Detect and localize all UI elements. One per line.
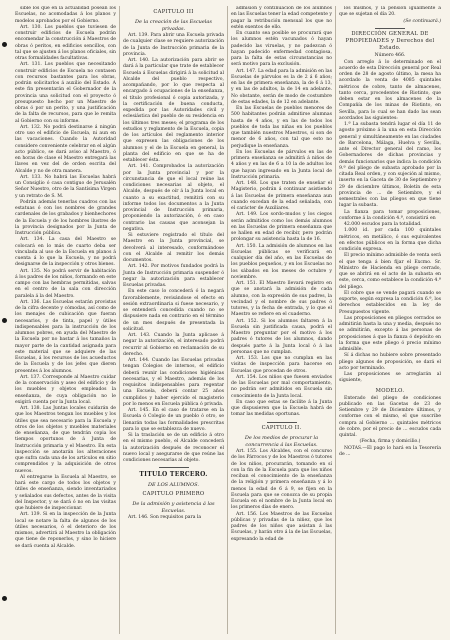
columns	[12, 6, 444, 634]
paragraph: Art. 131. Los pueblos que necesitando construir edificios de Escuela no contasen con recursos bastantes para los obras, podrán solicitarlos á auxilio del Estado. A este fin presentarán el Gobernador de la provincia una solicitud con el proyecto ó presupuesto hecho por un Maestro de obras ó por un perito, y una justificación de la falta de recursos, para que le remita al Gobierno con su informe.	[15, 62, 116, 124]
paragraph: admisión y continuación de los alumnos en las Escuelas tener la edad competente y pagar la retribución mensual los que no estén exentos de ello.	[231, 6, 333, 30]
paragraph: La fianza para tomar proposiciones, conforme á la condición 4.ª, consistirá en	[339, 209, 441, 221]
continuation-note: (Se continuará.)	[403, 18, 441, 24]
paragraph: Art. 156. Los Maestros de las Escuelas públicas y privadas de la niñez, que los padres de los niños que asistan á las Escuelas, y harán otro á la de las Escuelas, expresando la edad de	[231, 511, 332, 542]
paragraph: Art. 154. Los niños que fuesen enviados de las Escuelas por mal comportamiento, no podrán ser admitidos en Escuela sin conocimiento de la Junta local.	[231, 374, 332, 399]
paragraph: Art. 140. La autorización para abrir se dará á la particular que trate de establecer Escuela á Escuelas dirigirá á la solicitud al Alcalde del pueblo respectivo, acompañando, por lo que respecta al encargado á ocupaciones de la enseñanza, el título profesional ó copia autorizada, y la certificación de buena conducta, expedida por las Autoridades civil y eclesiástica del pueblo de su residencia en los últimos tres meses; el programa de los estudios y reglamento de la Escuela, copia de los artículos del reglamento interior que expresen las obligaciones de los alumnos y el de la Escuela en general, la planta del edificio en que se ha de establecer ésta.	[123, 58, 224, 163]
paragraph: Art. 150. La admisión de alumnos en las Escuelas públicas se verificará en cualquier día del año, en las Escuelas de los pueblos pequeños, y en los Escuelas no los sábados en los meses de octubre y noviembre.	[231, 243, 332, 280]
section-subheading: De la admisión y asistencia á las Escuelas.	[132, 501, 215, 514]
paragraph: Art. 151. El Maestro llevará registro en que se anotará la admisión de cada alumno, con la expresión de sus padres, la vecindad y el nombre de sus padres ó tutores, y la fecha de entrada, y lo que el Maestro se refiere en el cuaderno.	[231, 281, 332, 318]
column-4	[336, 6, 444, 634]
paragraph: Art. 138. Las Juntas locales cuidarán de que los Maestros tengan los muebles y los útiles que sea necesario para la Escuela y otros de los objetos y muebles materiales de enseñanza, de que tendrán copia los tiempos oportunos de á Junta de Instrucción primaria y el Maestro. En esta inspección se anotarán los alteraciones que sufra cada una de los artículos en sitio comprendidos y la adquisición de otros nuevos.	[15, 406, 116, 474]
paragraph: Art. 139. Si en la inspección de la Junta local se notare la falta de algunos de los útiles necesarios, ó el deterioro de los mismos, advertirá al Maestro la obligación que tiene de reponerlos, y sino lo hiciere se dará cuenta al Alcalde.	[15, 512, 116, 549]
paragraph: Art. 147. La edad para la admisión en las Escuelas de párvulos es la de 2 á 6 años; en las de primera enseñanza, la de 6 á 13, y en las de adultos, la de 14 en adelante. No obstante, serán de modo de costumbre de estas edades, la de 12 en adelante.	[231, 68, 332, 105]
section-divider	[267, 422, 297, 423]
paragraph: Art. 139. Para abrir una Escuela privada de cualquier clase se requiere autorización de la Junta de Instrucción primaria de la provincia.	[123, 33, 224, 57]
paragraph: Art. 155. Los Alcaldes, con el concurso de los Párrocos y de los Maestros ó tutores de los niños, procurarán, tomando en sí con la fin de la Escuela para que los niños reciban el conocimiento de la enseñanza de la religión y primera enseñanza y á lo menos la edad de 6 á 9, se fijen en la Escuela para que se conozca de su propia Escuela en el nombre de la Junta local en los primeros días de enero.	[231, 449, 332, 511]
title-heading: TITULO TERCERO.	[139, 470, 208, 478]
paragraph: Al entregarse la Escuela al Maestro, se hará este cargo de todos los objetos y útiles de enseñanza, siendo inventariados y señalados sus defectos, antes de la visita del Inspector, y se dará ó no en las visitas que hubiere de inspeccionar.	[15, 474, 116, 511]
paragraph: 1.000 id. por cada 100 quintales métricos, en metálico, ó sus equivalentes en efectos públicos en la forma que dicha condición expresa.	[339, 228, 441, 252]
paragraph: 42.000 escudos para la totalidad.	[344, 222, 422, 227]
paragraph: Art. 142. Por motivos fundados podrá la Junta de Instrucción primaria suspender ó negar la autorización para establecer Escuelas privadas.	[123, 264, 224, 288]
centered-line: (Fecha, firma y domicilio.)	[359, 439, 421, 445]
column-2	[120, 6, 228, 634]
chapter-heading: CAPITULO II.	[261, 425, 302, 431]
paragraph: Enterado del pliego de condiciones publicado en las Gacetas de 23 de Setiembre y 29 de Diciembre últimos, y conforme con el mismo, el que suscribe compra al Gobierno ... quintales métricos de cobre, por el precio de ... escudos cada quintal.	[339, 395, 441, 438]
chapter-heading: MODELO.	[375, 387, 405, 394]
column-3	[228, 6, 336, 634]
paragraph: Sí á dichas no hubiere sobre presentado pliego algunos de proposición, se dará el acto por terminado.	[339, 353, 441, 371]
paragraph: Las proposiciones en pliegos cerrados se admitirán hasta la una y media, después no se admitirán, excepto á las personas de proposiciones á que la fianza ó depósito en la forma que este pliego ó precio mínimo admisible.	[339, 315, 441, 352]
section-subheading: De la creación de las Escuelas privadas.	[135, 19, 212, 32]
chapter-heading: DIRECCIÓN GENERAL DE PROPIEDADES y Derechos del Estado.	[345, 31, 435, 52]
paragraph: 1.ª La subasta tendrá lugar el día 11 de agosto próximo á la una en esta Dirección general y simultáneamente en las ciudades de Barcelona, Málaga, Huelva y Sevilla, ante el Director general del ramo, los Gobernadores de dichas provincias y demás funcionarios que indica la condición 9.ª del pliego de subasta aprobado por la citada Real orden, y con sujeción al mismo, inserto en la Gaceta de 30 de Septiembre y 29 de diciembre últimos, Boletín de esta provincia de ... de Setiembre, y el semestrales con las pliegos en que tiene lugar la subasta.	[339, 122, 441, 209]
section-subheading: DE LOS ALUMNOS.	[148, 481, 199, 488]
paragraph: Si la traslación se de un edificio á otro en el mismo pueblo, el Alcalde concederá la autorización después de reconocer el nuevo local y asegurarse de que reúne las condiciones necesarias al objeto.	[123, 433, 224, 463]
paragraph: En caso que estas se facilite á la Junta que dispusieren que la Escuela habrá de tomar las medidas oportunas.	[231, 399, 332, 418]
paragraph: El cobre que se vende pagará cuando se exporte, según expresa la condición 6.ª, los derechos establecidos en la ley de Presupuestos vigente.	[339, 290, 441, 315]
binding-holes	[2, 0, 8, 640]
paragraph: Con arreglo á lo determinado en el acuerdo de esta Dirección general por Real orden de 28 de agosto último, la mesa ha acordado la venta de 4085 quintales métricos de cobre, tanto de almacenes, tanto cerca, procedentes de Riotinto, que deben estar en los almacenes de la Compañía de los minas de Riotinto, en Sevilla, para lo cual se han dado las sean acordados las siguientes:	[339, 59, 441, 121]
paragraph: Art. 153. Los que no cumplan en las visitas de inspección para hacerse en Escuelas que procedan de otros.	[231, 356, 332, 374]
paragraph: En las Escuelas de pueblos menores de 500 habitantes podrán admitirse alumnas hasta de 4 años, y en las de todos los pueblos de toda las niñas en los pueblos que también nuestros Maestros, si son de menor de 6 años, con tal que esto no perjudique la enseñanza.	[231, 106, 332, 149]
paragraph: En este caso lo concederá ó la negará favorablemente, revisándose el efecto en sesión extraordinaria si fuese necesario, y se entenderá concedida cuando no se dispusiere nada en contrario en el término de un mes después de presentada la solicitud.	[123, 289, 224, 332]
paragraph: NOTAS.—El pago lo hará en la Tesorería de ...	[339, 445, 441, 457]
paragraph: Art. 148. Los que traten de enseñar el Magisterio, podrán á continuar asistiendo á las Escuelas de primera enseñanza aun cuando excedan de la edad señalada, con el carácter de Auxiliares.	[231, 181, 332, 211]
paragraph: Art. 152. Si los alumnos faltaren á la Escuela sin justificada causa, podrá el Maestro preguntar por el motivo á los padres ó tutores de los alumnos, dando después parte á la Junta local ó á las personas que no cumplan.	[231, 318, 332, 355]
section-divider	[375, 28, 405, 29]
binding-hole	[2, 42, 7, 47]
paragraph: Las proposiciones se arreglarán al siguiente,	[339, 372, 441, 384]
paragraph: Art. 149. Los sordo-mudos y los ciegos serán admitidos como los demás alumnos en las Escuelas de primera enseñanza que se hallen en edad de recibir, pero podrán prolongar su asistencia hasta la de 16.	[231, 212, 332, 243]
binding-hole	[2, 318, 7, 323]
chapter-heading: CAPITULO III	[153, 9, 194, 15]
paragraph: Art. 133. No habrá las Escuelas habrá un Consiglio ó casa contiguo de Jerusalén Señor Nuestro, otro de la Santísima Virgen y un retrato de S. M.	[15, 174, 116, 199]
paragraph: Podrán además tenerlas cuadros con las estatuas ó con los nombres de grandes cardenales de los grabados y bienhechores de la Escuela y de los hombres ilustres de la provincia designados por la Junta de Instrucción pública.	[15, 199, 116, 236]
paragraph: Art. 130. Los pueblos que tuviesen de construir edificios de Escuela podrán encomendar la construcción á Maestros de obras ó peritos, en edificios sencillos, con tal que se ajusten á los planos oficiales, sin otras formalidades facultativas.	[15, 24, 116, 61]
paragraph: Art. 137. Corresponde al Maestro cuidar de la conservación y aseo del edificio y de los muebles y objetos empleados la enseñanza, de cuya obligación no le exigirá cuenta por la Junta local.	[15, 374, 116, 405]
centered-line: Número 466.	[374, 53, 406, 59]
paragraph: Art. 145. En el caso de tratarse en la Escuela ó Colegio de un pueblo ó otro, se llenarán todas las formalidades prescritas para lo que se establezca de nuevo.	[123, 408, 224, 432]
paragraph: En los Escuelas de párvulos en las de primera enseñanza se admitirá á niños de 4 años y en las de 6 a 10 la de adultos los que hayan ingresado en la Junta local de Instrucción primaria.	[231, 149, 332, 180]
paragraph: los mismos, y la pensión igualmente á que se sujetan el día 20.	[339, 6, 441, 18]
column-1	[12, 6, 120, 634]
paragraph: Art. 144. Cuando las Escuelas privadas tengan Colegios de internos, el edificio deberá reunir las condiciones higiénicas necesarias, y el Maestro, además de los requisitos indispensables para regentar una Escuela, deberá contar 25 años cumplidos y haber ejercido el magisterio por lo menos en Escuela pública ó privada.	[123, 358, 224, 407]
binding-hole	[2, 596, 7, 601]
paragraph: Art. 141. Comprobados la autorización por la Junta provincial y por la circunstancia de que el local reúne las condiciones necesarias al objeto, el Alcalde, después de oír á la Junta local en cuanto a su exactitud, remitirá con su informe todos los documentos a la Junta provincial de Instrucción primaria, proponiendo la autorización, ó en caso contrario las causas que aconsejan la negativa.	[123, 164, 224, 232]
paragraph: El precio mínimo admisible de venta será el que tenga á bien fijar el Excmo. Sr. Ministro de Hacienda en pliego cerrado, que se abrirá en el acto de la subasta en este, cerca, como establece la condición 4.ª del pliego.	[339, 253, 441, 290]
paragraph: Art. 136. Las Escuelas estarán provistas de la cifra decente y cómodas, así como de los menajes de cubicación que fueran necesarios, y de tinta, papel y útiles indispensables para la instrucción de los alumnos pobres, en ayuda del Maestro de la Escuela por no bastar á los tamaños la mayor parte de la cantidad asignada para este material que se adquiere de las Escuelas, á los recursos de los acueductos de la Escuela y de los jefes que dieren presentes á los alumnos.	[15, 299, 116, 374]
paragraph: En cuanto sea posible se procurará que los alumnos estén vacunados ó hayan padecido las viruelas, y no padezcan ó hayan padecido enfermedad contagiosa, para la falta de estas circunstancias no será motivo para la exclusión.	[231, 31, 332, 68]
paragraph: Art. 132. No podrá destinarse á ningún otro uso el edificio de Escuela, ni aun en las vacaciones. Cuando la Autoridad considere conveniente celebrar en el algún acto público, se dará aviso al Maestro, ó en horas de clase el Maestro entregará las llaves en vez del de orden escrita del Alcalde y no de otra manera.	[15, 124, 116, 174]
chapter-heading: CAPITULO PRIMERO	[142, 491, 205, 498]
section-subheading: De los medios de procurar la concurrencia á las Escuelas.	[244, 435, 319, 448]
paragraph: sible los que en la actualidad posean los Escuelas, no acomodadas á los planos y modelos aprobados por el Gobierno.	[15, 6, 116, 24]
section-divider	[159, 467, 189, 468]
paragraph: Art. 134. La casa del Maestro se colocará en lo más de cuarto deba ser vinculada al uso de la Escuela en planos á cuenta á lo que la Escuela, y no podrá designarse de la inspección y otros bienes.	[15, 237, 116, 268]
paragraph: Art. 143. Cuando la Junta aplicase á negar la autorización, el interesado podrá recurrir al Gobierno en reclamación de su derecho.	[123, 333, 224, 357]
paragraph: Si estuviere registrado el título del Maestro en la Junta provincial, se devolverá al interesado, conformándose con el Alcalde al remitir los demás documentos.	[123, 233, 224, 263]
paragraph: Art. 146. Son requisitos para la	[128, 515, 202, 521]
paragraph: Art. 135. No podrá servir de habitación á los padres de los niños, formando en este campo con las hembras permitidas, salvas en el centro de la sala con dirección paralela á la del Maestro.	[15, 268, 116, 299]
